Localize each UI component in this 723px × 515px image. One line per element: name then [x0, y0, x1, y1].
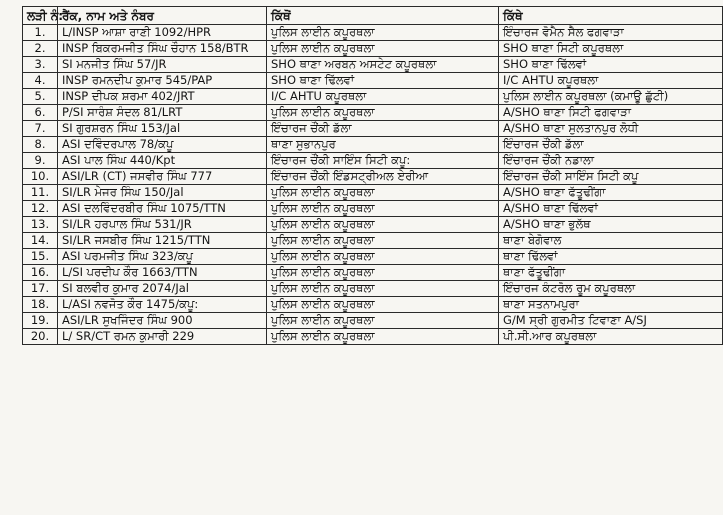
row-name: ASI ਪਰਮਜੀਤ ਸਿੰਘ 323/ਕਪੂ	[58, 249, 267, 265]
table-row	[23, 233, 723, 249]
row-from: ਪੁਲਿਸ ਲਾਈਨ ਕਪੂਰਥਲਾ	[267, 265, 499, 281]
row-serial: 7.	[23, 121, 58, 137]
row-name: SI/LR ਹਰਪਾਲ ਸਿੰਘ 531/JR	[58, 217, 267, 233]
row-from: ਪੁਲਿਸ ਲਾਈਨ ਕਪੂਰਥਲਾ	[267, 313, 499, 329]
table-row	[23, 265, 723, 281]
row-to: SHO ਥਾਣਾ ਸਿਟੀ ਕਪੂਰਥਲਾ	[499, 41, 723, 57]
table-row	[23, 121, 723, 137]
row-to: A/SHO ਥਾਣਾ ਫੱਤੂਢੀਂਗਾ	[499, 185, 723, 201]
row-from: I/C AHTU ਕਪੂਰਥਲਾ	[267, 89, 499, 105]
row-serial: 2.	[23, 41, 58, 57]
row-to: A/SHO ਥਾਣਾ ਸਿਟੀ ਫਗਵਾੜਾ	[499, 105, 723, 121]
table-row	[23, 41, 723, 57]
row-to: A/SHO ਥਾਣਾ ਭੁਲੱਥ	[499, 217, 723, 233]
row-to: A/SHO ਥਾਣਾ ਢਿੱਲਵਾਂ	[499, 201, 723, 217]
row-serial: 10.	[23, 169, 58, 185]
table-row	[23, 25, 723, 41]
table-body	[23, 25, 723, 345]
table-row	[23, 217, 723, 233]
row-name: INSP ਰਮਨਦੀਪ ਕੁਮਾਰ 545/PAP	[58, 73, 267, 89]
row-serial: 14.	[23, 233, 58, 249]
row-serial: 13.	[23, 217, 58, 233]
row-name: ASI ਦਵਿੰਦਰਪਾਲ 78/ਕਪੂ	[58, 137, 267, 153]
row-serial: 4.	[23, 73, 58, 89]
row-name: SI ਗੁਰਸ਼ਰਨ ਸਿੰਘ 153/Jal	[58, 121, 267, 137]
table-row	[23, 73, 723, 89]
row-name: ASI ਦਲਵਿੰਦਰਬੀਰ ਸਿੰਘ 1075/TTN	[58, 201, 267, 217]
table-row	[23, 313, 723, 329]
row-name: ASI/LR (CT) ਜਸਵੀਰ ਸਿੰਘ 777	[58, 169, 267, 185]
row-serial: 5.	[23, 89, 58, 105]
row-to: SHO ਥਾਣਾ ਢਿੱਲਵਾਂ	[499, 57, 723, 73]
row-name: ASI ਪਾਲ ਸਿੰਘ 440/Kpt	[58, 153, 267, 169]
row-name: SI/LR ਮੇਜਰ ਸਿੰਘ 150/Jal	[58, 185, 267, 201]
row-to: ਥਾਣਾ ਸਤਨਾਮਪੁਰਾ	[499, 297, 723, 313]
row-serial: 1.	[23, 25, 58, 41]
row-name: SI ਬਲਵੀਰ ਕੁਮਾਰ 2074/Jal	[58, 281, 267, 297]
row-name: L/INSP ਆਸ਼ਾ ਰਾਣੀ 1092/HPR	[58, 25, 267, 41]
row-to: ਥਾਣਾ ਬੇਗੋਵਾਲ	[499, 233, 723, 249]
row-serial: 12.	[23, 201, 58, 217]
row-from: ਪੁਲਿਸ ਲਾਈਨ ਕਪੂਰਥਲਾ	[267, 217, 499, 233]
row-from: ਪੁਲਿਸ ਲਾਈਨ ਕਪੂਰਥਲਾ	[267, 281, 499, 297]
row-name: ASI/LR ਸੁਖਜਿੰਦਰ ਸਿੰਘ 900	[58, 313, 267, 329]
row-to: ਇੰਚਾਰਜ ਚੌਂਕੀ ਸਾਇੰਸ ਸਿਟੀ ਕਪੂ	[499, 169, 723, 185]
row-to: ਇੰਚਾਰਜ ਕੰਟਰੋਲ ਰੂਮ ਕਪੂਰਥਲਾ	[499, 281, 723, 297]
header-from: ਕਿੱਥੋਂ	[267, 7, 499, 25]
table-header-row	[23, 7, 723, 25]
table-row	[23, 297, 723, 313]
table-row	[23, 281, 723, 297]
row-name: SI/LR ਜਸਬੀਰ ਸਿੰਘ 1215/TTN	[58, 233, 267, 249]
row-from: ਪੁਲਿਸ ਲਾਈਨ ਕਪੂਰਥਲਾ	[267, 329, 499, 345]
row-to: ਇੰਚਾਰਜ ਵੋਮੈਨ ਸੈਲ ਫਗਵਾੜਾ	[499, 25, 723, 41]
row-name: INSP ਬਿਕਰਮਜੀਤ ਸਿੰਘ ਚੌਹਾਨ 158/BTR	[58, 41, 267, 57]
row-serial: 20.	[23, 329, 58, 345]
row-name: INSP ਦੀਪਕ ਸ਼ਰਮਾ 402/JRT	[58, 89, 267, 105]
row-from: ਪੁਲਿਸ ਲਾਈਨ ਕਪੂਰਥਲਾ	[267, 233, 499, 249]
row-serial: 19.	[23, 313, 58, 329]
row-from: ਪੁਲਿਸ ਲਾਈਨ ਕਪੂਰਥਲਾ	[267, 41, 499, 57]
row-from: SHO ਥਾਣਾ ਅਰਬਨ ਅਸਟੇਟ ਕਪੂਰਥਲਾ	[267, 57, 499, 73]
row-serial: 18.	[23, 297, 58, 313]
row-from: ਪੁਲਿਸ ਲਾਈਨ ਕਪੂਰਥਲਾ	[267, 105, 499, 121]
row-to: I/C AHTU ਕਪੂਰਥਲਾ	[499, 73, 723, 89]
row-to: ਇੰਚਾਰਜ ਚੌਂਕੀ ਡੱਲਾ	[499, 137, 723, 153]
table-row	[23, 105, 723, 121]
row-to: ਪੀ.ਸੀ.ਆਰ ਕਪੂਰਥਲਾ	[499, 329, 723, 345]
row-to: ਥਾਣਾ ਢਿੱਲਵਾਂ	[499, 249, 723, 265]
table-row	[23, 57, 723, 73]
table-row	[23, 89, 723, 105]
row-from: ਪੁਲਿਸ ਲਾਈਨ ਕਪੂਰਥਲਾ	[267, 185, 499, 201]
header-to: ਕਿੱਥੇ	[499, 7, 723, 25]
table-row	[23, 169, 723, 185]
row-from: ਪੁਲਿਸ ਲਾਈਨ ਕਪੂਰਥਲਾ	[267, 249, 499, 265]
table-row	[23, 201, 723, 217]
row-from: ਪੁਲਿਸ ਲਾਈਨ ਕਪੂਰਥਲਾ	[267, 25, 499, 41]
row-from: ਪੁਲਿਸ ਲਾਈਨ ਕਪੂਰਥਲਾ	[267, 201, 499, 217]
row-name: P/SI ਸਾਰੰਸ਼ ਸੰਦਲ 81/LRT	[58, 105, 267, 121]
row-to: ਥਾਣਾ ਫੱਤੂਢੀਂਗਾ	[499, 265, 723, 281]
table-row	[23, 185, 723, 201]
transfer-table	[22, 6, 723, 345]
row-serial: 3.	[23, 57, 58, 73]
row-to: ਇੰਚਾਰਜ ਚੌਂਕੀ ਨਡਾਲਾ	[499, 153, 723, 169]
row-name: SI ਮਨਜੀਤ ਸਿੰਘ 57/JR	[58, 57, 267, 73]
row-serial: 6.	[23, 105, 58, 121]
row-name: L/ASI ਨਵਜੋਤ ਕੌਰ 1475/ਕਪੂ:	[58, 297, 267, 313]
row-from: ਇੰਚਾਰਜ ਚੌਂਕੀ ਡੱਲਾ	[267, 121, 499, 137]
row-from: ਪੁਲਿਸ ਲਾਈਨ ਕਪੂਰਥਲਾ	[267, 297, 499, 313]
row-to: ਪੁਲਿਸ ਲਾਈਨ ਕਪੂਰਥਲਾ (ਕਮਾਊ ਛੁੱਟੀ)	[499, 89, 723, 105]
table-row	[23, 137, 723, 153]
row-serial: 8.	[23, 137, 58, 153]
row-from: ਇੰਚਾਰਜ ਚੌਂਕੀ ਸਾਇੰਸ ਸਿਟੀ ਕਪੂ:	[267, 153, 499, 169]
row-serial: 17.	[23, 281, 58, 297]
row-name: L/ SR/CT ਰਮਨ ਕੁਮਾਰੀ 229	[58, 329, 267, 345]
row-serial: 9.	[23, 153, 58, 169]
row-serial: 15.	[23, 249, 58, 265]
row-name: L/SI ਪਰਦੀਪ ਕੌਰ 1663/TTN	[58, 265, 267, 281]
table-row	[23, 153, 723, 169]
header-serial-number: ਲੜੀ ਨੰ:	[23, 7, 58, 25]
row-to: A/SHO ਥਾਣਾ ਸੁਲਤਾਨਪੁਰ ਲੋਧੀ	[499, 121, 723, 137]
row-from: ਥਾਣਾ ਸੁਭਾਨਪੁਰ	[267, 137, 499, 153]
row-serial: 16.	[23, 265, 58, 281]
table-row	[23, 249, 723, 265]
header-rank-name-number: ਰੈਂਕ, ਨਾਮ ਅਤੇ ਨੰਬਰ	[58, 7, 267, 25]
row-to: G/M ਸ੍ਰੀ ਗੁਰਮੀਤ ਟਿਵਾਣਾ A/SJ	[499, 313, 723, 329]
row-from: ਇੰਚਾਰਜ ਚੌਂਕੀ ਇੰਡਸਟ੍ਰੀਅਲ ਏਰੀਆ	[267, 169, 499, 185]
row-from: SHO ਥਾਣਾ ਢਿੱਲਵਾਂ	[267, 73, 499, 89]
row-serial: 11.	[23, 185, 58, 201]
table-row	[23, 329, 723, 345]
